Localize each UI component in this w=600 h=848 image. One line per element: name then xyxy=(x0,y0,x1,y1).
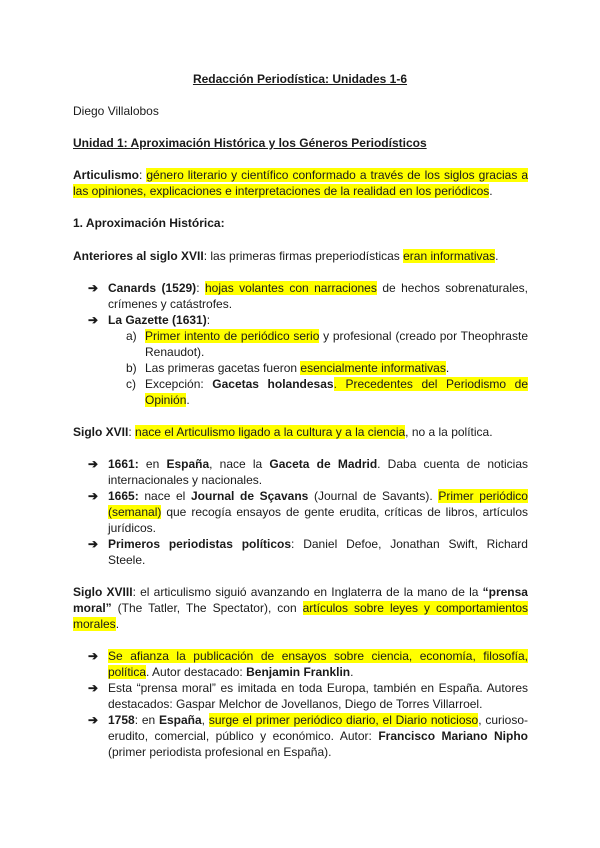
arrow-icon: ➔ xyxy=(88,313,99,327)
bullet-ensayos: ➔ Se afianza la publicación de ensayos sobre ciencia, economía, filosofía, política. Autor destacado: Benjamin Franklin. xyxy=(88,649,528,679)
articulismo-paragraph: Articulismo: género literario y científico conformado a través de los siglos gracias a las opiniones, explicaciones e interpretaciones de la realidad en los periódicos. xyxy=(73,168,529,198)
arrow-icon: ➔ xyxy=(88,281,99,295)
articulismo-definition: género literario y científico conformado a través de los siglos gracias a las opiniones, explicaciones e interpretaciones de la realidad en los periódicos xyxy=(73,168,529,198)
arrow-icon: ➔ xyxy=(88,681,99,695)
arrow-icon: ➔ xyxy=(88,713,99,727)
arrow-icon: ➔ xyxy=(88,649,99,663)
arrow-icon: ➔ xyxy=(88,457,99,471)
unit-heading: Unidad 1: Aproximación Histórica y los Géneros Periodísticos xyxy=(73,136,427,150)
bullet-1665: ➔ 1665: nace el Journal de Sçavans (Journal de Savants). Primer periódico (semanal) que recogía ensayos de gente erudita, críticas de libros, artículos jurídicos. xyxy=(88,489,528,535)
document-title: Redacción Periodística: Unidades 1-6 xyxy=(192,72,408,86)
arrow-icon: ➔ xyxy=(88,537,99,551)
bullet-prensa-moral: ➔ Esta “prensa moral” es imitada en toda Europa, también en España. Autores destacados: Gaspar Melchor de Jovellanos, Diego de Torres Villarroel. xyxy=(88,681,528,711)
section-heading: 1. Aproximación Histórica: xyxy=(73,216,225,230)
sub-item-c: c) Excepción: Gacetas holandesas. Precedentes del Periodismo de Opinión. xyxy=(126,377,528,407)
bullet-1661: ➔ 1661: en España, nace la Gaceta de Madrid. Daba cuenta de noticias internacionales y nacionales. xyxy=(88,457,529,487)
siglo-xviii-paragraph: Siglo XVIII: el articulismo siguió avanzando en Inglaterra de la mano de la “prensa moral” (The Tatler, The Spectator), con artículos sobre leyes y comportamientos morales. xyxy=(73,585,528,631)
bullet-canards: ➔ Canards (1529): hojas volantes con narraciones de hechos sobrenaturales, crímenes y catástrofes. xyxy=(88,281,529,311)
articulismo-term: Articulismo xyxy=(73,168,140,182)
sub-item-a: a) Primer intento de periódico serio y profesional (creado por Theophraste Renaudot). xyxy=(126,329,528,359)
siglo-xvii-paragraph: Siglo XVII: nace el Articulismo ligado a la cultura y a la ciencia, no a la política. xyxy=(73,425,493,439)
bullet-1758: ➔ 1758: en España, surge el primer periódico diario, el Diario noticioso, curioso-erudito, comercial, público y económico. Autor: Francisco Mariano Nipho (primer periodista profesional en España). xyxy=(88,713,528,759)
author-name: Diego Villalobos xyxy=(73,104,159,118)
sub-item-b: b) Las primeras gacetas fueron esencialmente informativas. xyxy=(126,361,450,375)
bullet-gazette: ➔ La Gazette (1631): xyxy=(88,313,211,327)
bullet-periodistas-politicos: ➔ Primeros periodistas políticos: Daniel Defoe, Jonathan Swift, Richard Steele. xyxy=(88,537,528,567)
arrow-icon: ➔ xyxy=(88,489,99,503)
anteriores-paragraph: Anteriores al siglo XVII: las primeras firmas preperiodísticas eran informativas. xyxy=(73,249,499,263)
